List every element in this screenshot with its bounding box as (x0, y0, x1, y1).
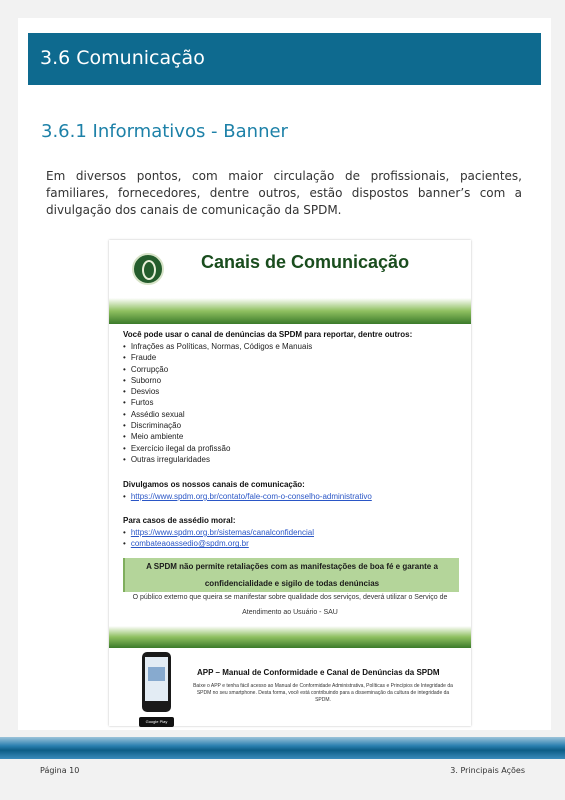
green-gradient-band-top (109, 298, 471, 324)
harassment-heading: Para casos de assédio moral: (123, 516, 236, 525)
harassment-email-link[interactable]: combateaoassedio@spdm.org.br (130, 539, 249, 549)
report-list (123, 341, 312, 465)
intro-paragraph: Em diversos pontos, com maior circulação de profissionais, pacientes, familiares, fornecedores, dentre outros, estão dispostos banner’s com a divulgação dos canais de comunicação da SPDM. (46, 169, 522, 217)
list-item: • Furtos (123, 397, 312, 408)
app-description: Baixe o APP e tenha fácil acesso ao Manual de Conformidade Administrativa, Políticas e Princípios de Integridade da SPDM no seu smartphone. Desta forma, você está contribuindo para a disseminação da cultura de integridade da SPDM. (193, 683, 453, 703)
section-title: 3.6 Comunicação (40, 47, 205, 69)
notice-box (123, 558, 459, 592)
phone-screen (145, 657, 168, 701)
harassment-link[interactable]: https://www.spdm.org.br/sistemas/canalconfidencial (130, 528, 315, 537)
notice-line: confidencialidade e sigilo de todas denúncias (204, 579, 380, 588)
list-item: • Assédio sexual (123, 409, 312, 420)
list-item (123, 538, 314, 549)
list-item: • Corrupção (123, 364, 312, 375)
list-item: • Discriminação (123, 420, 312, 431)
google-play-badge[interactable]: Google Play (139, 717, 174, 727)
list-item: • Meio ambiente (123, 431, 312, 442)
channels-link[interactable]: https://www.spdm.org.br/contato/fale-com-o-conselho-administrativo (130, 492, 372, 501)
app-title: APP – Manual de Conformidade e Canal de Denúncias da SPDM (197, 668, 440, 677)
footer-band (0, 737, 565, 759)
banner-title: Canais de Comunicação (201, 252, 410, 272)
green-gradient-band-bottom (109, 626, 471, 648)
channels-heading: Divulgamos os nossos canais de comunicação: (123, 480, 305, 489)
list-item: • Fraude (123, 352, 312, 363)
list-item (123, 491, 372, 502)
communication-banner (109, 240, 471, 726)
page-number: Página 10 (40, 766, 80, 775)
harassment-list (123, 527, 314, 550)
list-item: • Exercício ilegal da profissão (123, 443, 312, 454)
public-note (125, 590, 455, 620)
notice-line: A SPDM não permite retaliações com as manifestações de boa fé e garante a (146, 562, 438, 571)
smartphone-icon (142, 652, 171, 712)
list-item: • Desvios (123, 386, 312, 397)
list-item: • Infrações as Políticas, Normas, Códigos e Manuais (123, 341, 312, 352)
spdm-logo-icon (132, 253, 164, 285)
public-note-line: O público externo que queira se manifestar sobre qualidade dos serviços, deverá utilizar o Serviço de (132, 594, 448, 601)
document-page (18, 18, 551, 730)
section-header-bar (28, 33, 541, 85)
subsection-title: 3.6.1 Informativos - Banner (41, 121, 288, 142)
list-item (123, 527, 314, 538)
list-item: • Suborno (123, 375, 312, 386)
chapter-label: 3. Principais Ações (450, 766, 525, 775)
public-note-line: Atendimento ao Usuário - SAU (242, 609, 338, 616)
list-item: • Outras irregularidades (123, 454, 312, 465)
channels-list (123, 491, 372, 502)
report-heading: Você pode usar o canal de denúncias da SPDM para reportar, dentre outros: (123, 330, 413, 339)
